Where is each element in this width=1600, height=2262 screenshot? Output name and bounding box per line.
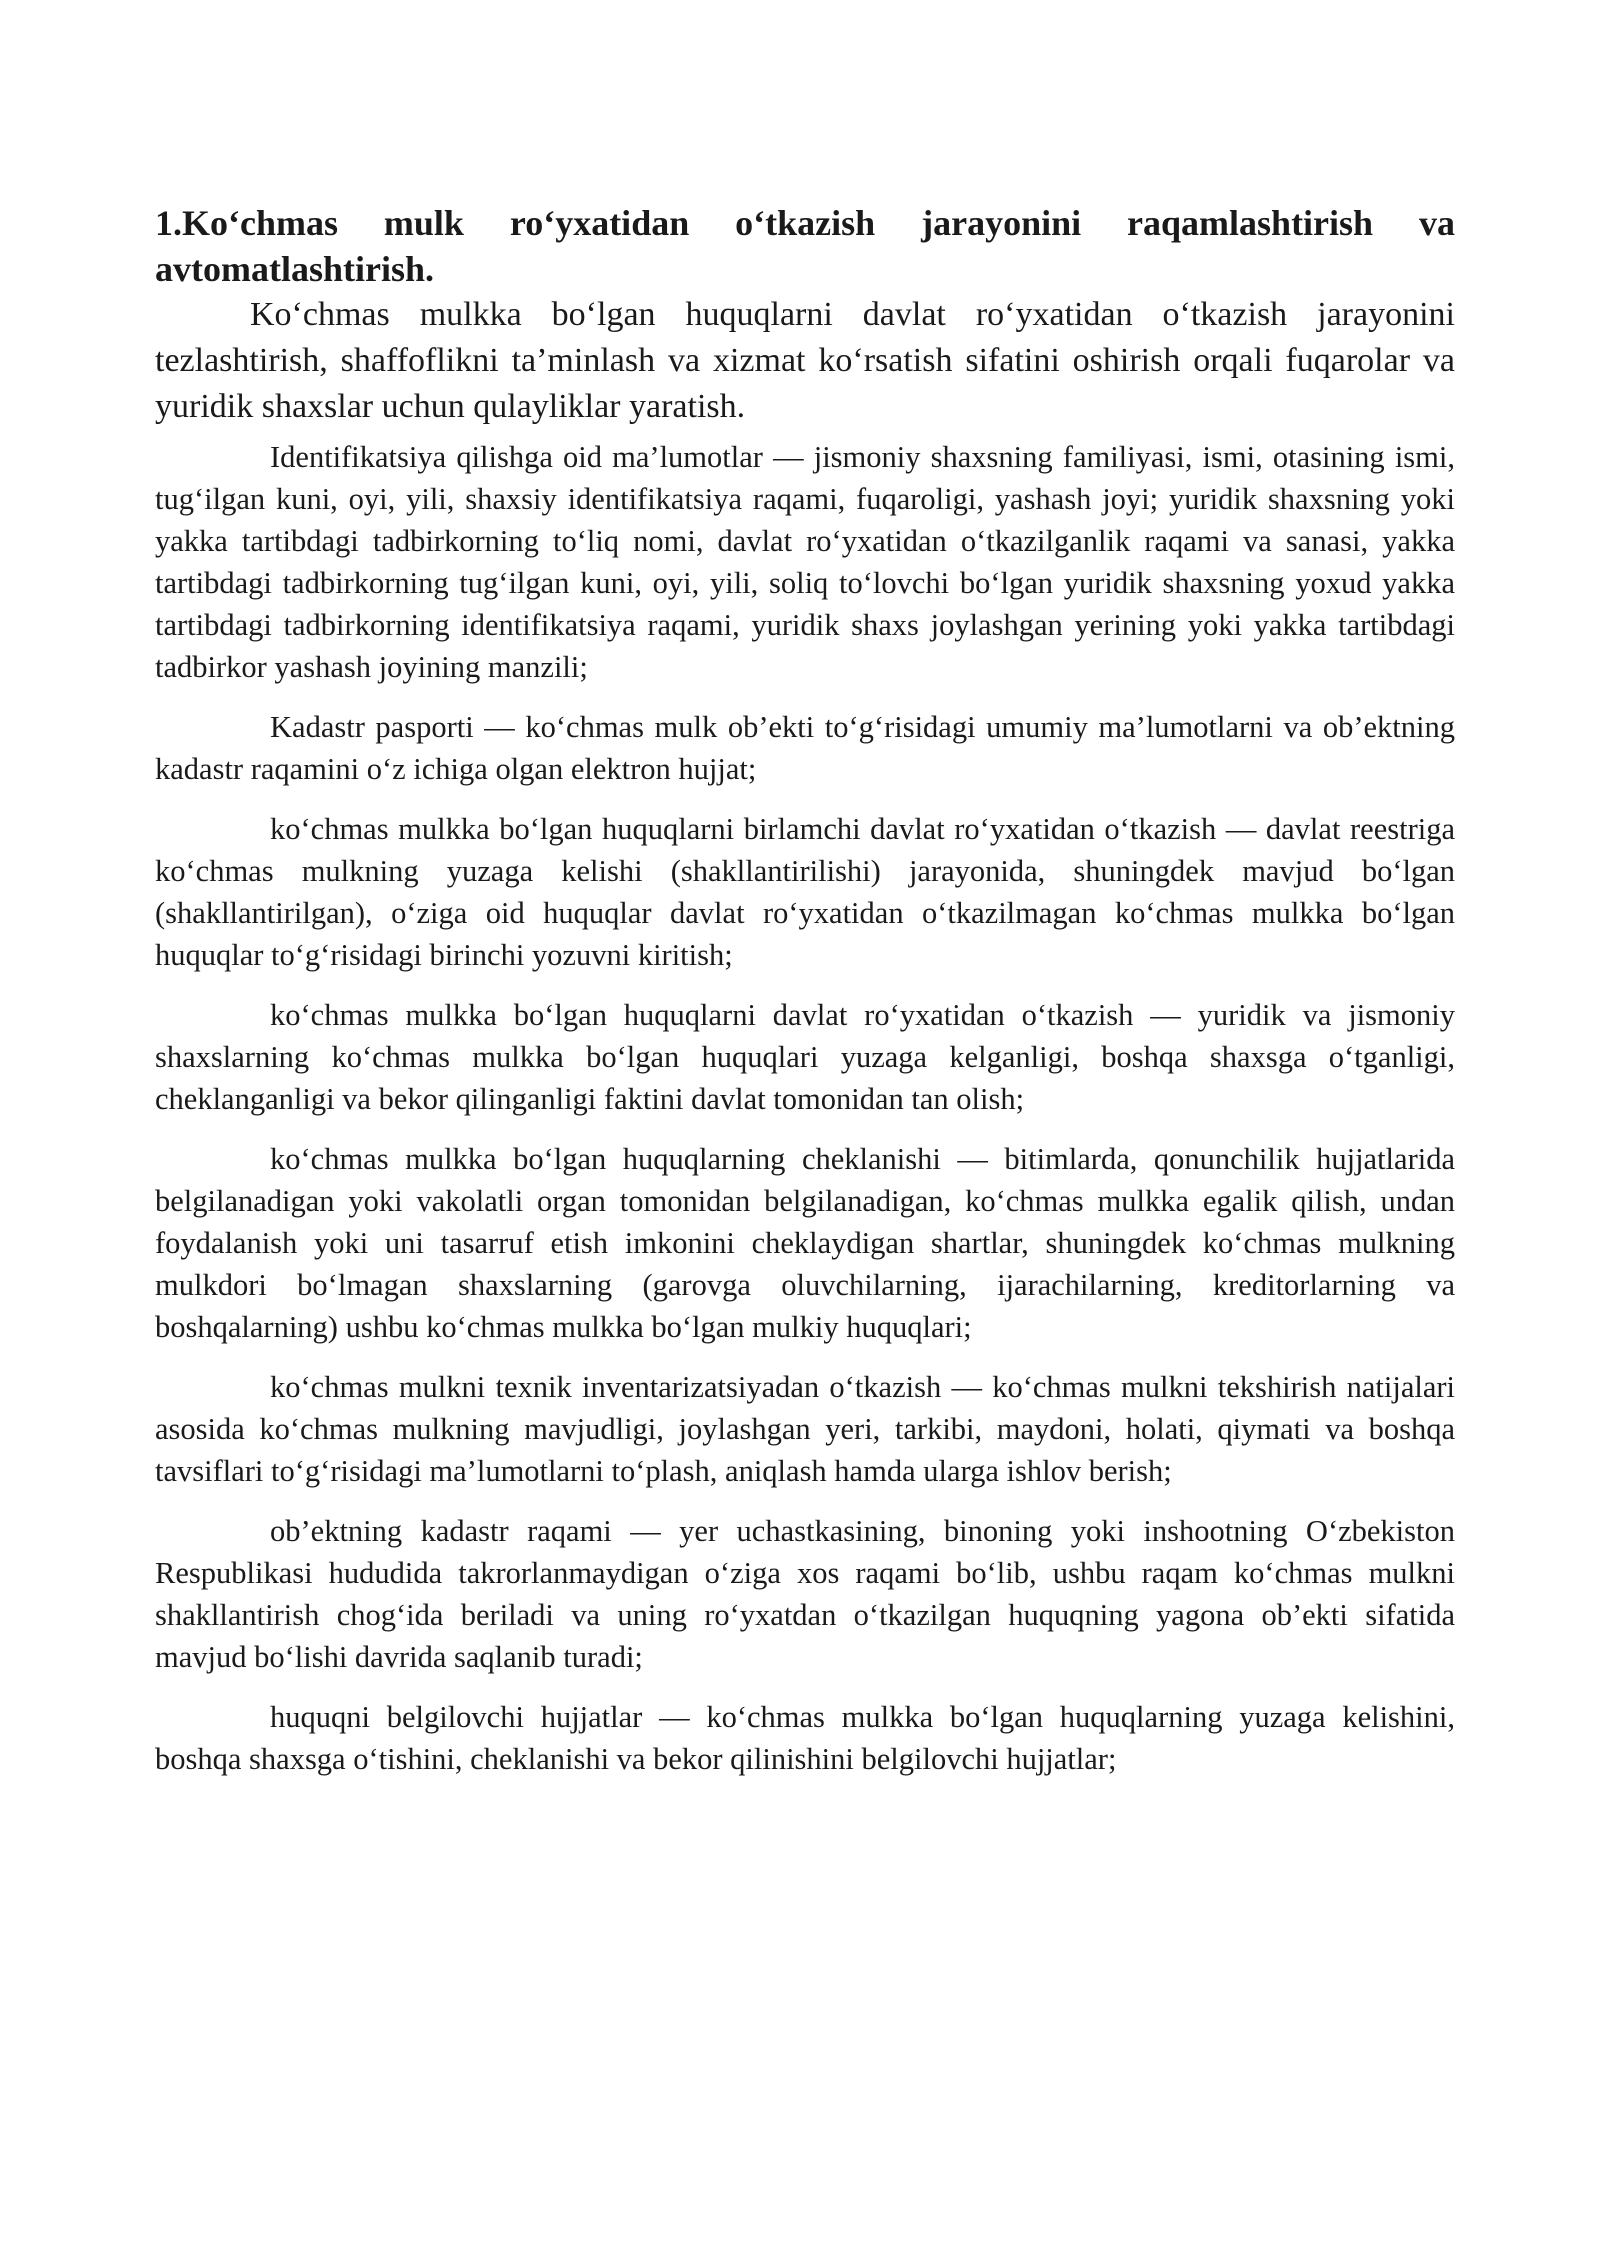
definition-identification-data: Identifikatsiya qilishga oid ma’lumotlar — jismoniy shaxsning familiyasi, ismi, otasining ismi, tug‘ilgan kuni, oyi, yili, shaxsiy identifikatsiya raqami, fuqaroligi, yashash joyi; yuridik shaxsning yoki yakka tartibdagi tadbirkorning to‘liq nomi, davlat ro‘yxatidan o‘tkazilganlik raqami va sanasi, yakka tartibdagi tadbirkorning tug‘ilgan kuni, oyi, yili, soliq to‘lovchi bo‘lgan yuridik shaxsning yoxud yakka tartibdagi tadbirkorning identifikatsiya raqami, yuridik shaxs joylashgan yerining yoki yakka tartibdagi tadbirkor yashash joyining manzili;: [155, 440, 1455, 684]
definition-title-documents: huquqni belgilovchi hujjatlar — ko‘chmas mulkka bo‘lgan huquqlarning yuzaga kelishini, boshqa shaxsga o‘tishini, cheklanishi va bekor qilinishini belgilovchi hujjatlar;: [155, 1700, 1455, 1776]
section-heading: 1.Ko‘chmas mulk ro‘yxatidan o‘tkazish jarayonini raqamlashtirish va avtomatlashtirish.: [155, 203, 1455, 289]
intro-paragraph: Ko‘chmas mulkka bo‘lgan huquqlarni davlat ro‘yxatidan o‘tkazish jarayonini tezlashtirish, shaffoflikni ta’minlash va xizmat ko‘rsatish sifatini oshirish orqali fuqarolar va yuridik shaxslar uchun qulayliklar yaratish.: [155, 296, 1455, 425]
definition-technical-inventory: ko‘chmas mulkni texnik inventarizatsiyadan o‘tkazish — ko‘chmas mulkni tekshirish natijalari asosida ko‘chmas mulkning mavjudligi, joylashgan yeri, tarkibi, maydoni, holati, qiymati va boshqa tavsiflari to‘g‘risidagi ma’lumotlarni to‘plash, aniqlash hamda ularga ishlov berish;: [155, 1370, 1455, 1488]
definition-rights-restriction: ko‘chmas mulkka bo‘lgan huquqlarning cheklanishi — bitimlarda, qonunchilik hujjatlarida belgilanadigan yoki vakolatli organ tomonidan belgilanadigan, ko‘chmas mulkka egalik qilish, undan foydalanish yoki uni tasarruf etish imkonini cheklaydigan shartlar, shuningdek ko‘chmas mulkning mulkdori bo‘lmagan shaxslarning (garovga oluvchilarning, ijarachilarning, kreditorlarning va boshqalarning) ushbu ko‘chmas mulkka bo‘lgan mulkiy huquqlari;: [155, 1142, 1455, 1344]
definition-cadastral-passport: Kadastr pasporti — ko‘chmas mulk ob’ekti to‘g‘risidagi umumiy ma’lumotlarni va ob’ektning kadastr raqamini o‘z ichiga olgan elektron hujjat;: [155, 710, 1455, 786]
definition-cadastral-number: ob’ektning kadastr raqami — yer uchastkasining, binoning yoki inshootning O‘zbekiston Respublikasi hududida takrorlanmaydigan o‘ziga xos raqami bo‘lib, ushbu raqam ko‘chmas mulkni shakllantirish chog‘ida beriladi va uning ro‘yxatdan o‘tkazilgan huquqning yagona ob’ekti sifatida mavjud bo‘lishi davrida saqlanib turadi;: [155, 1514, 1455, 1674]
definition-state-registration: ko‘chmas mulkka bo‘lgan huquqlarni davlat ro‘yxatidan o‘tkazish — yuridik va jismoniy shaxslarning ko‘chmas mulkka bo‘lgan huquqlari yuzaga kelganligi, boshqa shaxsga o‘tganligi, cheklanganligi va bekor qilinganligi faktini davlat tomonidan tan olish;: [155, 998, 1455, 1116]
definition-primary-registration: ko‘chmas mulkka bo‘lgan huquqlarni birlamchi davlat ro‘yxatidan o‘tkazish — davlat reestriga ko‘chmas mulkning yuzaga kelishi (shakllantirilishi) jarayonida, shuningdek mavjud bo‘lgan (shakllantirilgan), o‘ziga oid huquqlar davlat ro‘yxatidan o‘tkazilmagan ko‘chmas mulkka bo‘lgan huquqlar to‘g‘risidagi birinchi yozuvni kiritish;: [155, 812, 1455, 972]
document-page: [155, 200, 1455, 1798]
